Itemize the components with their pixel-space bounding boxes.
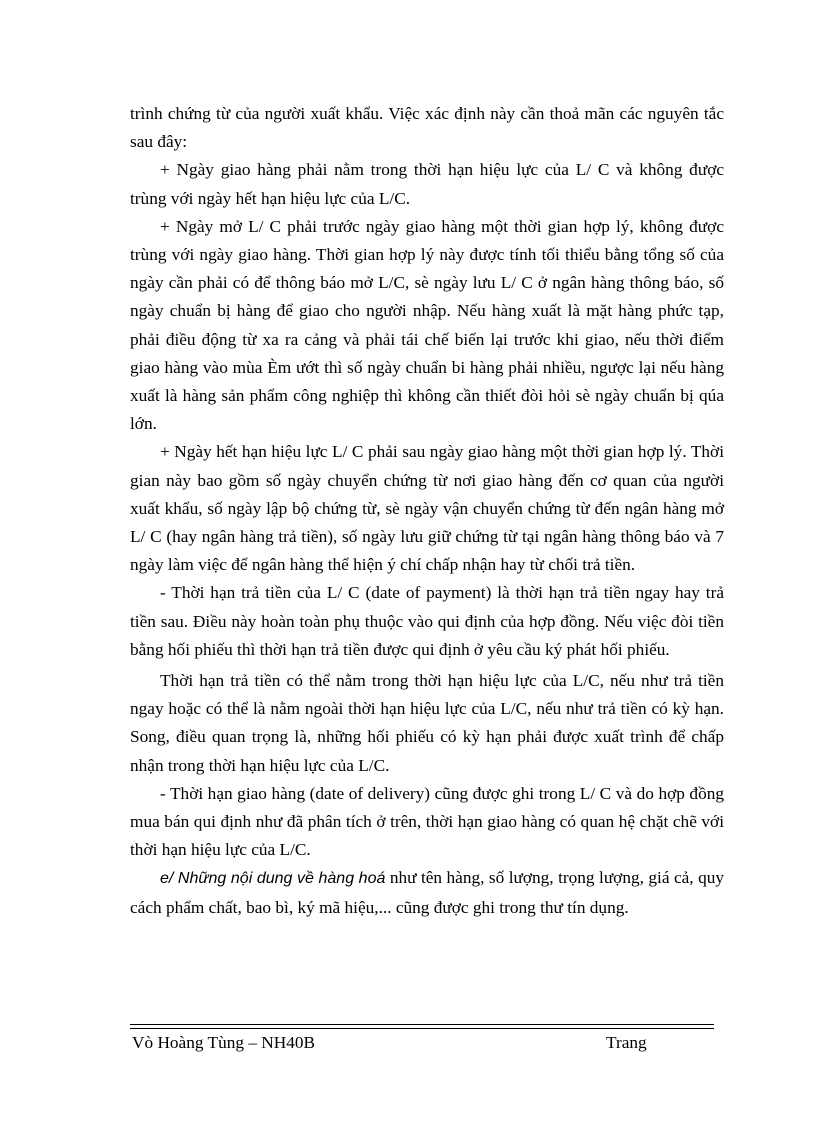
footer-page-label: Trang bbox=[606, 1033, 647, 1052]
section-heading-goods-content: e/ Những nội dung về hàng hoá bbox=[160, 870, 386, 888]
paragraph-5: - Thời hạn trả tiền của L/ C (date of payment) là thời hạn trả tiền ngay hay trả tiền sau. Điều này hoàn toàn phụ thuộc vào qui định của hợp đồng. Nếu việc đòi tiền bằng hối phiếu thì thời hạn trả tiền được qui định ở yêu cầu ký phát hối phiếu. bbox=[130, 583, 724, 659]
paragraph-3: + Ngày mở L/ C phải trước ngày giao hàng một thời gian hợp lý, không được trùng với ngày giao hàng. Thời gian hợp lý này được tính tối thiểu bằng tổng số của ngày cần phải có để thông báo mở L/C, sè ngày lưu L/ C ở ngân hàng thông báo, số ngày chuẩn bị hàng để giao cho người nhập. Nếu hàng xuất là mặt hàng phức tạp, phải điều động từ xa ra cảng và phải tái chế biến lại trước khi giao, nếu thời điểm giao hàng vào mùa Èm ướt thì số ngày chuẩn bi hàng phải nhiều, ngược lại nếu hàng xuất là hàng sản phẩm công nghiệp thì không cần thiết đòi hỏi sè ngày chuẩn bị qúa lớn. bbox=[130, 216, 724, 434]
body-text bbox=[130, 100, 724, 922]
paragraph-6: Thời hạn trả tiền có thể nằm trong thời hạn hiệu lực của L/C, nếu như trả tiền ngay hoặc có thể là nằm ngoài thời hạn hiệu lực của L/C, nếu như trả tiền có kỳ hạn. Song, điều quan trọng là, những hối phiếu có kỳ hạn phải được xuất trình để chấp nhận trong thời hạn hiệu lực của L/C. bbox=[130, 671, 724, 775]
footer-divider bbox=[130, 1024, 714, 1029]
footer-author: Vò Hoàng Tùng – NH40B bbox=[132, 1033, 316, 1052]
paragraph-4: + Ngày hết hạn hiệu lực L/ C phải sau ngày giao hàng một thời gian hợp lý. Thời gian này bao gồm số ngày chuyển chứng từ nơi giao hàng đến cơ quan của người xuất khẩu, số ngày lập bộ chứng từ, sè ngày vận chuyển chứng từ đến ngân hàng mở L/ C (hay ngân hàng trả tiền), số ngày lưu giữ chứng từ tại ngân hàng thông báo và 7 ngày làm việc để ngân hàng thể hiện ý chí chấp nhận hay từ chối trả tiền. bbox=[130, 442, 724, 575]
paragraph-2: + Ngày giao hàng phải nằm trong thời hạn hiệu lực của L/ C và không được trùng với ngày hết hạn hiệu lực của L/C. bbox=[130, 160, 724, 208]
paragraph-7: - Thời hạn giao hàng (date of delivery) cũng được ghi trong L/ C và do hợp đồng mua bán qui định như đã phân tích ở trên, thời hạn giao hàng có quan hệ chặt chẽ với thời hạn hiệu lực của L/C. bbox=[130, 783, 724, 860]
paragraph-8-text: như tên hàng, số lượng, trọng lượng, giá cả, quy cách phẩm chất, bao bì, ký mã hiệu,... cũng được ghi trong thư tín dụng. bbox=[130, 868, 724, 917]
paragraph-1: trình chứng từ của người xuất khẩu. Việc xác định này cần thoả mãn các nguyên tắc sau đây: bbox=[130, 104, 724, 152]
paragraph-8 bbox=[130, 864, 724, 921]
